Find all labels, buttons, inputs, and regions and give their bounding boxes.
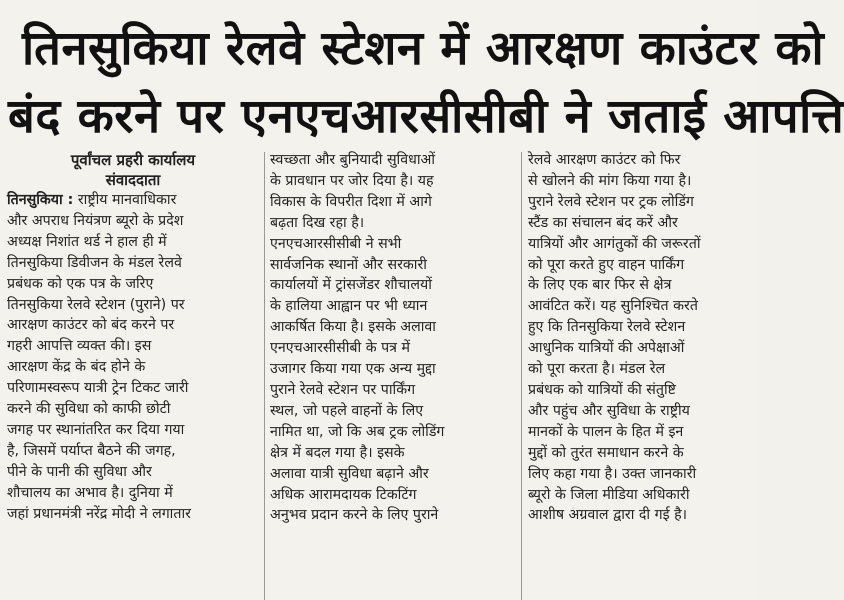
text-line: अनुभव प्रदान करने के लिए पुराने bbox=[270, 507, 439, 524]
text-line: आधुनिक यात्रियों की अपेक्षाओं bbox=[528, 340, 685, 357]
headline-line-1: तिनसुकिया रेलवे स्टेशन में आरक्षण काउंटर को bbox=[22, 21, 825, 76]
text-line: प्रबंधक को एक पत्र के जरिए bbox=[7, 275, 154, 292]
text-line: उजागर किया गया एक अन्य मुद्दा bbox=[270, 361, 436, 378]
text-line: विकास के विपरीत दिशा में आगे bbox=[270, 193, 432, 210]
column-3 bbox=[528, 150, 759, 600]
text-line: तिनसुकिया डिवीजन के मंडल रेलवे bbox=[7, 254, 182, 271]
text-line: ब्यूरो के जिला मीडिया अधिकारी bbox=[528, 486, 690, 503]
text-line: पीने के पानी की सुविधा और bbox=[7, 463, 152, 480]
text-line: मानकों के पालन के हित में इन bbox=[528, 423, 684, 440]
text-line: अधिक आरामदायक टिकटिंग bbox=[270, 486, 417, 503]
text-line: स्टैंड का संचालन बंद करें और bbox=[528, 214, 678, 231]
text-line: यात्रियों और आगंतुकों की जरूरतों bbox=[528, 235, 701, 252]
column-divider bbox=[521, 152, 522, 600]
text-line: करने की सुविधा को काफी छोटी bbox=[7, 401, 171, 418]
text-line: मुद्दों को तुरंत समाधान करने के bbox=[528, 444, 684, 461]
byline-office: पूर्वांचल प्रहरी कार्यालय bbox=[70, 151, 196, 169]
text-line: शौचालय का अभाव है। दुनिया में bbox=[7, 484, 173, 501]
text-line: रेलवे आरक्षण काउंटर को फिर bbox=[528, 152, 681, 168]
text-line: लिए कहा गया है। उक्त जानकारी bbox=[528, 465, 697, 482]
text-line: हुए कि तिनसुकिया रेलवे स्टेशन bbox=[528, 319, 686, 336]
text-line: आवंटित करें। यह सुनिश्चित करते bbox=[528, 298, 698, 315]
text-line: आरक्षण केंद्र के बंद होने के bbox=[7, 359, 146, 376]
text-line: बढ़ता दिख रहा है। bbox=[270, 214, 365, 231]
text-line: और पहुंच और सुविधा के राष्ट्रीय bbox=[528, 402, 690, 419]
text-line: नामित था, जो कि अब ट्रक लोडिंग bbox=[270, 423, 445, 440]
text-line: क्षेत्र में बदल गया है। इसके bbox=[270, 444, 405, 461]
text-line bbox=[7, 190, 259, 211]
text-line: एनएचआरसीसीबी के पत्र में bbox=[270, 340, 410, 357]
text-line-content: राष्ट्रीय मानवाधिकार bbox=[73, 192, 177, 208]
text-line: पुराने रेलवे स्टेशन पर पार्किंग bbox=[270, 381, 416, 398]
text-line: परिणामस्वरूप यात्री ट्रेन टिकट जारी bbox=[7, 380, 189, 397]
text-line: जगह पर स्थानांतरित कर दिया गया bbox=[7, 421, 185, 438]
text-line: पुराने रेलवे स्टेशन पर ट्रक लोडिंग bbox=[528, 193, 694, 210]
text-line: प्रबंधक को यात्रियों की संतुष्टि bbox=[528, 381, 676, 398]
text-line: एनएचआरसीसीबी ने सभी bbox=[270, 235, 402, 252]
text-line: को पूरा करते हुए वाहन पार्किंग bbox=[528, 256, 685, 273]
text-line: तिनसुकिया रेलवे स्टेशन (पुराने) पर bbox=[7, 296, 185, 313]
column-divider bbox=[264, 152, 265, 600]
byline-reporter: संवाददाता bbox=[105, 171, 161, 189]
headline-line-2: बंद करने पर एनएचआरसीसीबी ने जताई आपत्ति bbox=[8, 89, 844, 144]
text-line: है, जिसमें पर्याप्त बैठने की जगह, bbox=[7, 442, 176, 459]
text-line: स्थल, जो पहले वाहनों के लिए bbox=[270, 402, 424, 419]
text-line: के हालिया आह्वान पर भी ध्यान bbox=[270, 298, 428, 315]
text-line: को पूरा करता है। मंडल रेल bbox=[528, 361, 666, 378]
text-line: के लिए एक बार फिर से क्षेत्र bbox=[528, 277, 672, 294]
text-line: आकर्षित किया है। इसके अलावा bbox=[270, 319, 436, 336]
column-1 bbox=[7, 150, 259, 600]
text-line: जहां प्रधानमंत्री नरेंद्र मोदी ने लगातार bbox=[7, 505, 191, 522]
dateline: तिनसुकिया : bbox=[7, 192, 74, 208]
column-2 bbox=[270, 150, 516, 600]
text-line: और अपराध नियंत्रण ब्यूरो के प्रदेश bbox=[7, 212, 184, 229]
text-line: कार्यालयों में ट्रांसजेंडर शौचालयों bbox=[270, 277, 432, 294]
text-line: आरक्षण काउंटर को बंद करने पर bbox=[7, 317, 175, 334]
text-line: अध्यक्ष निशांत थर्ड ने हाल ही में bbox=[7, 233, 167, 250]
text-line: स्वच्छता और बुनियादी सुविधाओं bbox=[270, 152, 435, 168]
text-line: सार्वजनिक स्थानों और सरकारी bbox=[270, 256, 427, 273]
text-line: गहरी आपत्ति व्यक्त की। इस bbox=[7, 338, 152, 355]
text-line: अलावा यात्री सुविधा बढ़ाने और bbox=[270, 465, 429, 482]
text-line: से खोलने की मांग किया गया है। bbox=[528, 172, 692, 189]
text-line: आशीष अग्रवाल द्वारा दी गई है। bbox=[528, 507, 687, 524]
text-line: के प्रावधान पर जोर दिया है। यह bbox=[270, 172, 434, 189]
